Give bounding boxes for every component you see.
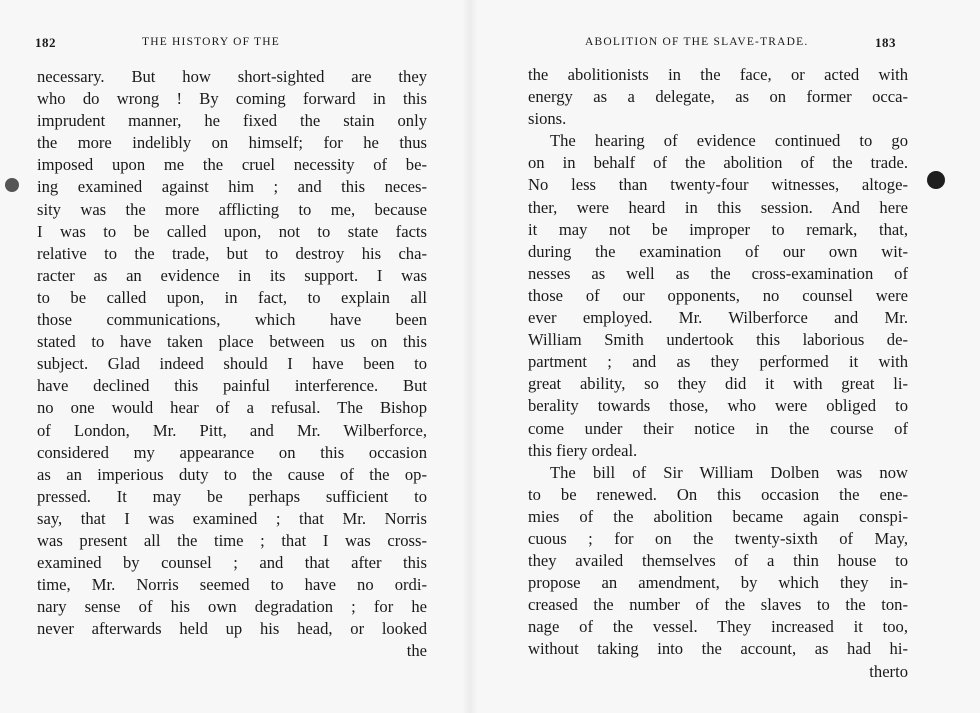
text-line: propose an amendment, by which they in- — [528, 573, 908, 593]
text-line: on in behalf of the abolition of the trade. — [528, 153, 908, 173]
text-line: William Smith undertook this laborious de- — [528, 330, 908, 350]
text-line: creased the number of the slaves to the ton- — [528, 595, 908, 615]
text-line: of London, Mr. Pitt, and Mr. Wilberforce, — [37, 420, 427, 440]
right-running-head: ABOLITION OF THE SLAVE-TRADE. — [585, 36, 809, 48]
text-line: great ability, so they did it with great li- — [528, 374, 908, 394]
text-line: those communications, which have been — [37, 310, 427, 330]
text-line: without taking into the account, as had hi- — [528, 639, 908, 659]
catchword: therto — [869, 661, 908, 681]
left-page-number: 182 — [35, 35, 56, 50]
text-line: it may not be improper to remark, that, — [528, 219, 908, 239]
text-line: relative to the trade, but to destroy his cha- — [37, 243, 427, 263]
text-line: the more indelibly on himself; for he thus — [37, 133, 427, 153]
paragraph-start: The bill of Sir William Dolben was now — [550, 462, 908, 482]
text-line: nary sense of his own degradation ; for he — [37, 597, 427, 617]
text-line: ther, were heard in this session. And here — [528, 197, 908, 217]
right-text-column — [528, 64, 908, 683]
text-line: cuous ; for on the twenty-sixth of May, — [528, 528, 908, 548]
text-line: sity was the more afflicting to me, because — [37, 199, 427, 219]
left-page — [0, 0, 470, 713]
text-line: stated to have taken place between us on this — [37, 332, 427, 352]
text-line: I was to be called upon, not to state facts — [37, 221, 427, 241]
text-line: imposed upon me the cruel necessity of be- — [37, 155, 427, 175]
text-line: come under their notice in the course of — [528, 418, 908, 438]
text-line: during the examination of our own wit- — [528, 241, 908, 261]
catchword: the — [406, 641, 427, 661]
text-line: sions. — [528, 109, 567, 129]
text-line: berality towards those, who were obliged to — [528, 396, 908, 416]
text-line: racter as an evidence in its support. I was — [37, 265, 427, 285]
text-line: to be called upon, in fact, to explain all — [37, 287, 427, 307]
text-line: to be renewed. On this occasion the ene- — [528, 484, 908, 504]
right-page-number: 183 — [875, 35, 896, 50]
text-line: as an imperious duty to the cause of the op- — [37, 464, 427, 484]
text-line: examined by counsel ; and that after this — [37, 553, 427, 573]
text-line: ing examined against him ; and this neces- — [37, 177, 427, 197]
text-line: nage of the vessel. They increased it too, — [528, 617, 908, 637]
text-line: they availed themselves of a thin house to — [528, 551, 908, 571]
text-line: no one would hear of a refusal. The Bishop — [37, 398, 427, 418]
text-line: this fiery ordeal. — [528, 440, 638, 460]
text-line: energy as a delegate, as on former occa- — [528, 87, 908, 107]
text-line: never afterwards held up his head, or looked — [37, 619, 427, 639]
paragraph-start: The hearing of evidence continued to go — [550, 131, 908, 151]
text-line: subject. Glad indeed should I have been to — [37, 354, 427, 374]
right-page — [470, 0, 980, 713]
text-line: nesses as well as the cross-examination of — [528, 263, 908, 283]
text-line: No less than twenty-four witnesses, altoge- — [528, 175, 908, 195]
text-line: those of our opponents, no counsel were — [528, 285, 908, 305]
text-line: considered my appearance on this occasion — [37, 442, 427, 462]
text-line: the abolitionists in the face, or acted with — [528, 65, 908, 84]
left-running-head: THE HISTORY OF THE — [142, 36, 280, 48]
left-text-column — [37, 66, 427, 663]
text-line: was present all the time ; that I was cross- — [37, 530, 427, 550]
text-line: time, Mr. Norris seemed to have no ordi- — [37, 575, 427, 595]
text-line: necessary. But how short-sighted are they — [37, 67, 427, 86]
text-line: mies of the abolition became again conspi- — [528, 506, 908, 526]
text-line: imprudent manner, he fixed the stain only — [37, 111, 427, 131]
text-line: say, that I was examined ; that Mr. Norris — [37, 508, 427, 528]
text-line: ever employed. Mr. Wilberforce and Mr. — [528, 308, 908, 328]
text-line: partment ; and as they performed it with — [528, 352, 908, 372]
text-line: pressed. It may be perhaps sufficient to — [37, 486, 427, 506]
text-line: who do wrong ! By coming forward in this — [37, 89, 427, 109]
text-line: have declined this painful interference. But — [37, 376, 427, 396]
